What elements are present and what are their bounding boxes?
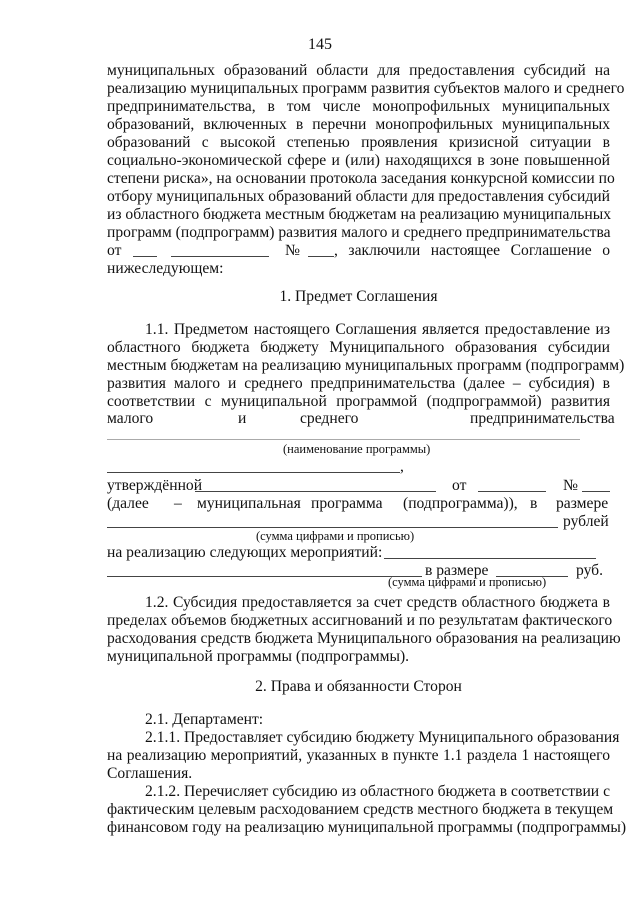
hereinafter-municipal: муниципальная	[197, 495, 301, 512]
p11-line-5: соответствии с муниципальной программой (подпрограммой) развития	[107, 393, 610, 410]
p212-line-3: финансовом году на реализацию муниципальной программы (подпрограммы)	[107, 819, 627, 836]
rubles-label: рублей	[563, 513, 609, 530]
intro-line-6: социально-экономической сфере и (или) находящихся в зоне повышенной	[107, 152, 610, 169]
p21-line: 2.1. Департамент:	[145, 711, 264, 728]
intro-from-label: от	[107, 242, 122, 259]
approved-by-blank[interactable]	[195, 491, 436, 492]
hereinafter-open: (далее	[107, 495, 149, 512]
intro-line-9: из областного бюджета местным бюджетам на реализацию муниципальных	[107, 206, 612, 223]
p12-line-3: расходования средств бюджета Муниципального образования на реализацию	[107, 630, 621, 647]
page-number: 145	[308, 36, 332, 53]
p11-word-small: малого	[107, 410, 154, 427]
comma: ,	[400, 458, 404, 475]
approved-date-blank[interactable]	[478, 491, 546, 492]
intro-line-3: предпринимательства, в том числе монопрофильных муниципальных	[107, 98, 610, 115]
approved-number-blank[interactable]	[582, 491, 610, 492]
p212-line-1: 2.1.2. Перечисляет субсидию из областного бюджета в соответствии с	[145, 783, 610, 800]
activities-blank[interactable]	[384, 558, 596, 559]
program-name-blank-2[interactable]	[107, 472, 400, 473]
section-2-heading: 2. Права и обязанности Сторон	[255, 678, 462, 695]
intro-line-2: реализацию муниципальных программ развития субъектов малого и среднего	[107, 80, 625, 97]
p12-line-4: муниципальной программы (подпрограммы).	[107, 648, 410, 665]
intro-line-12: нижеследующем:	[107, 260, 224, 277]
intro-number-label: №	[285, 242, 300, 259]
p11-line-4: развития малого и среднего предпринимательства (далее – субсидия) в	[107, 375, 610, 392]
program-name-blank[interactable]	[107, 439, 580, 440]
intro-line-4: образований, включенных в перечни монопрофильных муниципальных	[107, 116, 610, 133]
hereinafter-program: программа	[311, 495, 383, 512]
intro-line-7: степени риска», на основании протокола заседания конкурсной комиссии по	[107, 170, 615, 187]
caption-sum: (сумма цифрами и прописью)	[256, 529, 415, 543]
hereinafter-amount: размере	[556, 495, 609, 512]
p11-word-entrepreneurship: предпринимательства	[470, 410, 615, 427]
p11-line-3: местным бюджетам на реализацию муниципальных программ (подпрограмм)	[107, 357, 625, 374]
rub-label: руб.	[576, 562, 604, 579]
intro-line-8: отбору муниципальных образований области для предоставления субсидий	[107, 188, 610, 205]
p211-line-1: 2.1.1. Предоставляет субсидию бюджету Муниципального образования	[145, 729, 620, 746]
p212-line-2: фактическим целевым расходованием средств местного бюджета в текущем	[107, 801, 614, 818]
p12-line-1: 1.2. Субсидия предоставляется за счет средств областного бюджета в	[145, 594, 610, 611]
intro-concluded: , заключили настоящее Соглашение о	[334, 242, 610, 259]
p11-line-2: областного бюджета бюджету Муниципального образования субсидии	[107, 339, 610, 356]
intro-line-10: программ (подпрограмм) развития малого и среднего предпринимательства	[107, 224, 611, 241]
date-day-blank[interactable]	[133, 256, 157, 257]
hereinafter-subprogram: (подпрограмма)),	[403, 495, 518, 512]
intro-line-5: образований с высокой степенью проявления кризисной ситуации в	[107, 134, 610, 151]
section-1-heading: 1. Предмет Соглашения	[279, 288, 438, 305]
subsidy-sum-blank[interactable]	[107, 527, 558, 528]
hereinafter-in: в	[530, 495, 538, 512]
approved-number-label: №	[563, 477, 578, 494]
caption-sum-2: (сумма цифрами и прописью)	[388, 575, 547, 589]
activities-blank-2[interactable]	[107, 576, 422, 577]
amount-label: в размере	[425, 562, 489, 579]
hereinafter-dash: –	[174, 495, 182, 512]
approved-label: утверждённой	[107, 477, 203, 494]
p12-line-2: пределах объемов бюджетных ассигнований и по результатам фактического	[107, 612, 613, 629]
protocol-number-blank[interactable]	[308, 256, 334, 257]
activities-label: на реализацию следующих мероприятий:	[107, 544, 383, 561]
p11-line-1: 1.1. Предметом настоящего Соглашения является предоставление из	[145, 321, 610, 338]
intro-line-1: муниципальных образований области для предоставления субсидий на	[107, 62, 610, 79]
approved-from-label: от	[452, 477, 467, 494]
p211-line-3: Соглашения.	[107, 765, 193, 782]
caption-program-name: (наименование программы)	[283, 442, 431, 456]
date-month-blank[interactable]	[171, 256, 269, 257]
p11-word-and: и	[238, 410, 247, 427]
p211-line-2: на реализацию мероприятий, указанных в пункте 1.1 раздела 1 настоящего	[107, 747, 610, 764]
p11-word-medium: среднего	[300, 410, 359, 427]
